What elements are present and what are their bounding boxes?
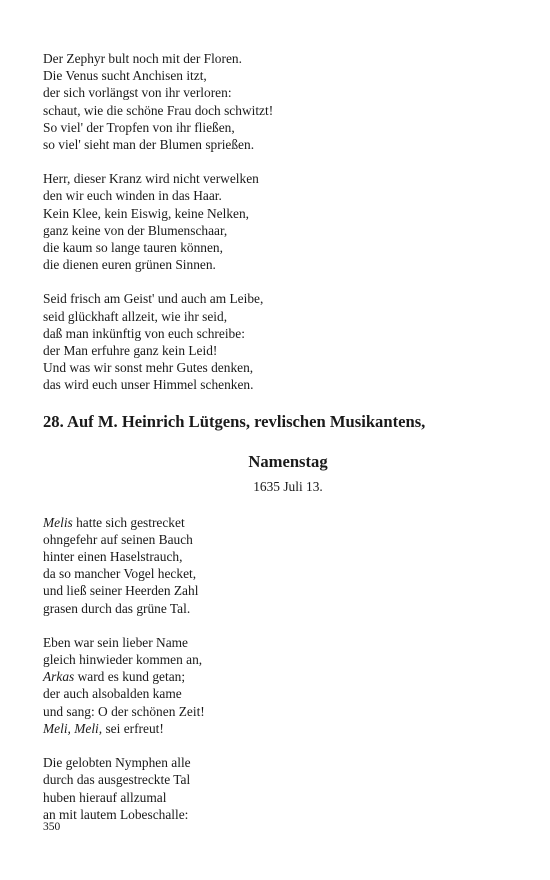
- poem-date: 1635 Juli 13.: [253, 478, 323, 494]
- verse-line: Der Zephyr bult noch mit der Floren.: [43, 51, 242, 66]
- verse-line: der Man erfuhre ganz kein Leid!: [43, 343, 218, 359]
- verse-line: Herr, dieser Kranz wird nicht verwelken: [43, 171, 259, 187]
- verse-line: Und was wir sonst mehr Gutes denken,: [43, 360, 254, 376]
- verse-line: ganz keine von der Blumenschaar,: [43, 222, 228, 238]
- verse-line: da so mancher Vogel hecket,: [43, 566, 197, 582]
- poem-stanza: [43, 754, 513, 823]
- poem-stanza: [43, 634, 513, 737]
- verse-line: an mit lautem Lobeschalle:: [43, 806, 189, 822]
- italic-name: Melis: [43, 514, 73, 530]
- italic-name: Meli, Meli,: [43, 720, 103, 736]
- verse-line: Seid frisch am Geist' und auch am Leibe,: [43, 291, 264, 307]
- verse-line: der auch alsobalden kame: [43, 686, 182, 702]
- verse-line: So viel' der Tropfen von ihr fließen,: [43, 119, 235, 135]
- verse-line: seid glückhaft allzeit, wie ihr seid,: [43, 308, 228, 324]
- verse-line: [43, 514, 513, 531]
- verse-line: huben hierauf allzumal: [43, 789, 167, 805]
- verse-line: Die gelobten Nymphen alle: [43, 755, 191, 771]
- verse-line: [43, 668, 513, 685]
- book-page: [43, 50, 513, 840]
- poem-stanza: [43, 514, 513, 617]
- verse-line: so viel' sieht man der Blumen sprießen.: [43, 137, 255, 153]
- verse-line: die kaum so lange tauren können,: [43, 240, 223, 256]
- poem-title: 28. Auf M. Heinrich Lütgens, revlischen Musikantens,: [43, 411, 426, 431]
- verse-line: ohngefehr auf seinen Bauch: [43, 531, 193, 547]
- verse-line: Eben war sein lieber Name: [43, 634, 189, 650]
- page-number: 350: [43, 821, 61, 833]
- verse-line: daß man inkünftig von euch schreibe:: [43, 325, 245, 341]
- verse-line: durch das ausgestreckte Tal: [43, 772, 191, 788]
- verse-line: und ließ seiner Heerden Zahl: [43, 583, 199, 599]
- verse-line: den wir euch winden in das Haar.: [43, 188, 222, 204]
- verse-line: schaut, wie die schöne Frau doch schwitzt!: [43, 102, 274, 118]
- verse-line: gleich hinwieder kommen an,: [43, 652, 203, 668]
- verse-text: sei erfreut!: [102, 720, 164, 736]
- verse-line: das wird euch unser Himmel schenken.: [43, 377, 254, 393]
- verse-line: der sich vorlängst von ihr verloren:: [43, 85, 232, 101]
- italic-name: Arkas: [43, 669, 75, 685]
- verse-line: [43, 720, 513, 737]
- poem-stanza: [43, 290, 513, 393]
- verse-line: und sang: O der schönen Zeit!: [43, 703, 205, 719]
- verse-text: ward es kund getan;: [74, 669, 186, 685]
- verse-line: hinter einen Haselstrauch,: [43, 549, 183, 565]
- verse-line: Kein Klee, kein Eiswig, keine Nelken,: [43, 205, 250, 221]
- verse-text: hatte sich gestrecket: [72, 514, 185, 530]
- verse-line: grasen durch das grüne Tal.: [43, 600, 191, 616]
- verse-line: Die Venus sucht Anchisen itzt,: [43, 68, 207, 84]
- verse-line: die dienen euren grünen Sinnen.: [43, 257, 216, 273]
- poem-stanza: [43, 170, 513, 273]
- poem-stanza: [43, 50, 513, 153]
- poem-title-continuation: Namenstag: [248, 451, 328, 471]
